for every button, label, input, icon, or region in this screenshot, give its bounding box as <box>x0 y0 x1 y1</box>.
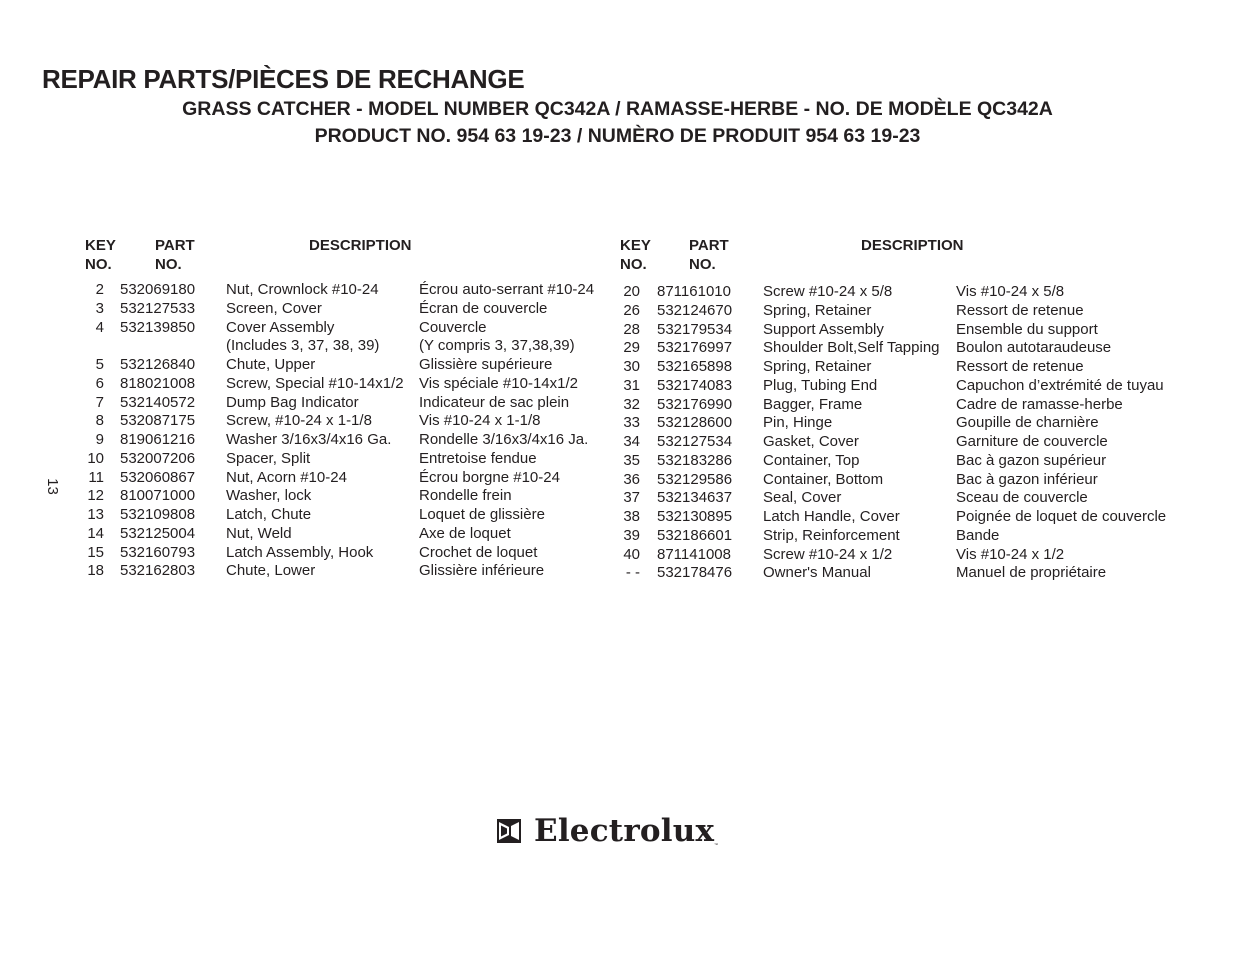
description-english: Gasket, Cover <box>763 433 859 450</box>
description-english: Nut, Acorn #10-24 <box>226 468 347 486</box>
key-number: 8 <box>95 412 104 430</box>
key-number: 5 <box>95 356 104 373</box>
description-french: Ressort de retenue <box>956 358 1084 375</box>
table-row <box>0 524 1235 546</box>
description-french: Couvercle <box>419 318 487 336</box>
part-number: 532069180 <box>120 281 196 298</box>
description-french: Rondelle frein <box>419 487 512 505</box>
part-number: 871141008 <box>657 545 731 563</box>
trademark-mark: ™ <box>714 842 718 847</box>
part-number: 532176997 <box>657 339 733 357</box>
table-row <box>0 283 1235 302</box>
description-french: Capuchon d’extrémité de tuyau <box>956 376 1164 394</box>
electrolux-logo-text: Electrolux <box>534 813 715 849</box>
part-number: 532139850 <box>120 318 196 336</box>
part-number: 532126840 <box>120 356 196 373</box>
description-english: Dump Bag Indicator <box>226 393 359 411</box>
right-parts-table <box>0 283 1235 583</box>
part-number: 532124670 <box>657 301 733 319</box>
part-number: 532060867 <box>120 468 196 486</box>
key-number: 34 <box>623 433 640 450</box>
description-english: Screw, #10-24 x 1-1/8 <box>226 412 372 430</box>
table-row <box>0 393 1235 415</box>
part-number: 818021008 <box>120 374 196 392</box>
description-english: Spacer, Split <box>226 449 311 467</box>
key-number: 29 <box>623 339 640 357</box>
part-number: 532128600 <box>657 414 733 432</box>
table-row <box>0 449 1235 471</box>
description-english: Nut, Weld <box>226 524 292 542</box>
part-number: 532165898 <box>657 358 733 375</box>
part-number: 532179534 <box>657 320 733 338</box>
description-french: Glissière supérieure <box>419 356 553 373</box>
description-french: Vis #10-24 x 1/2 <box>956 545 1065 563</box>
description-french: Poignée de loquet de couvercle <box>956 508 1167 525</box>
description-french: (Y compris 3, 37,38,39) <box>419 337 575 355</box>
description-english: Screw, Special #10-14x1/2 <box>226 374 404 392</box>
description-english: Shoulder Bolt,Self Tapping <box>763 339 940 357</box>
table-row <box>0 299 1235 321</box>
left-part-header: PART NO. <box>155 237 195 273</box>
description-french: Ensemble du support <box>956 320 1098 338</box>
description-french: Entretoise fendue <box>419 449 537 467</box>
table-row <box>0 339 1235 358</box>
description-french: Bac à gazon supérieur <box>956 451 1107 469</box>
table-row <box>0 374 1235 396</box>
description-english: Latch Assembly, Hook <box>226 543 374 561</box>
key-number: 26 <box>623 301 640 319</box>
page-title: REPAIR PARTS/PIÈCES DE RECHANGE <box>42 64 525 94</box>
description-english: Owner's Manual <box>763 564 871 582</box>
description-french: Loquet de glissière <box>419 506 545 523</box>
left-description-header: DESCRIPTION <box>309 237 412 254</box>
description-english: Container, Top <box>763 451 860 469</box>
description-english: Spring, Retainer <box>763 358 872 375</box>
part-number: 532174083 <box>657 376 733 394</box>
description-french: Ressort de retenue <box>956 301 1084 319</box>
key-number: 30 <box>623 358 640 375</box>
table-row <box>0 414 1235 433</box>
part-number: 532160793 <box>120 543 196 561</box>
key-number: - - <box>625 564 640 582</box>
key-number: 14 <box>87 524 104 542</box>
part-number: 532125004 <box>120 524 196 542</box>
description-english: (Includes 3, 37, 38, 39) <box>226 337 380 355</box>
key-number: 11 <box>88 468 104 486</box>
description-french: Garniture de couvercle <box>956 433 1108 450</box>
description-english: Screw #10-24 x 1/2 <box>763 545 893 563</box>
description-english: Plug, Tubing End <box>763 376 878 394</box>
part-number: 532183286 <box>657 451 733 469</box>
key-number: 31 <box>623 376 640 394</box>
description-french: Vis #10-24 x 5/8 <box>956 283 1065 300</box>
part-number: 819061216 <box>120 431 196 448</box>
left-key-header: KEY NO. <box>85 237 116 273</box>
description-french: Goupille de charnière <box>956 414 1099 432</box>
key-number: 36 <box>623 470 640 488</box>
part-number: 810071000 <box>120 487 196 505</box>
key-number: 28 <box>623 320 640 338</box>
description-french: Rondelle 3/16x3/4x16 Ja. <box>419 431 589 448</box>
part-number: 532134637 <box>657 489 733 507</box>
table-row <box>0 318 1235 340</box>
description-english: Cover Assembly <box>226 318 335 336</box>
description-french: Indicateur de sac plein <box>419 393 570 411</box>
description-french: Crochet de loquet <box>419 543 538 561</box>
description-french: Boulon autotaraudeuse <box>956 339 1112 357</box>
part-number: 532127534 <box>657 433 733 450</box>
part-number: 532178476 <box>657 564 733 582</box>
key-number: 4 <box>95 318 104 336</box>
part-number: 532176990 <box>657 395 733 413</box>
description-english: Seal, Cover <box>763 489 842 507</box>
table-row <box>0 508 1235 527</box>
description-english: Latch, Chute <box>226 506 312 523</box>
key-number: 40 <box>623 545 640 563</box>
key-number: 3 <box>95 299 104 317</box>
description-english: Chute, Upper <box>226 356 316 373</box>
part-number: 532007206 <box>120 449 196 467</box>
description-french: Écrou borgne #10-24 <box>419 468 560 486</box>
part-number: 532087175 <box>120 412 196 430</box>
description-english: Chute, Lower <box>226 562 316 580</box>
key-number: 37 <box>623 489 640 507</box>
description-french: Sceau de couvercle <box>956 489 1088 507</box>
key-number: 10 <box>87 449 104 467</box>
description-english: Screen, Cover <box>226 299 322 317</box>
key-number: 9 <box>95 431 104 448</box>
description-french: Axe de loquet <box>419 524 511 542</box>
description-french: Écrou auto-serrant #10-24 <box>419 281 595 298</box>
description-english: Container, Bottom <box>763 470 884 488</box>
key-number: 35 <box>623 451 640 469</box>
part-number: 532162803 <box>120 562 196 580</box>
part-number: 532130895 <box>657 508 733 525</box>
page-number: 13 <box>43 478 61 495</box>
description-french: Manuel de propriétaire <box>956 564 1107 582</box>
description-english: Spring, Retainer <box>763 301 872 319</box>
key-number: 2 <box>95 281 104 298</box>
electrolux-logo <box>496 813 714 849</box>
description-english: Strip, Reinforcement <box>763 526 900 544</box>
part-number: 532127533 <box>120 299 196 317</box>
table-row <box>0 489 1235 508</box>
table-row <box>0 433 1235 452</box>
electrolux-logo-icon <box>496 818 522 844</box>
description-english: Latch Handle, Cover <box>763 508 900 525</box>
key-number: 12 <box>87 487 104 505</box>
description-english: Pin, Hinge <box>763 414 833 432</box>
description-french: Écran de couvercle <box>419 299 548 317</box>
model-subtitle: GRASS CATCHER - MODEL NUMBER QC342A / RAMASSE-HERBE - NO. DE MODÈLE QC342A <box>182 98 1053 120</box>
description-english: Support Assembly <box>763 320 884 338</box>
key-number: 39 <box>623 526 640 544</box>
right-description-header: DESCRIPTION <box>861 237 964 254</box>
description-french: Vis spéciale #10-14x1/2 <box>419 374 578 392</box>
part-number: 532140572 <box>120 393 196 411</box>
description-english: Washer, lock <box>226 487 312 505</box>
part-number: 871161010 <box>657 283 731 300</box>
key-number: 20 <box>623 283 640 300</box>
description-french: Bac à gazon inférieur <box>956 470 1098 488</box>
description-french: Bande <box>956 526 1000 544</box>
key-number: 32 <box>623 395 640 413</box>
key-number: 6 <box>95 374 104 392</box>
part-number: 532186601 <box>657 526 733 544</box>
key-number: 7 <box>95 393 104 411</box>
description-french: Cadre de ramasse-herbe <box>956 395 1123 413</box>
description-english: Washer 3/16x3/4x16 Ga. <box>226 431 392 448</box>
right-part-header: PART NO. <box>689 237 729 273</box>
table-row <box>0 543 1235 565</box>
table-row <box>0 468 1235 490</box>
description-french: Vis #10-24 x 1-1/8 <box>419 412 541 430</box>
key-number: 18 <box>87 562 104 580</box>
table-row <box>0 358 1235 377</box>
table-row <box>0 564 1235 583</box>
key-number: 13 <box>87 506 104 523</box>
description-english: Nut, Crownlock #10-24 <box>226 281 379 298</box>
part-number: 532109808 <box>120 506 196 523</box>
key-number: 15 <box>87 543 104 561</box>
right-key-header: KEY NO. <box>620 237 651 273</box>
product-subtitle: PRODUCT NO. 954 63 19-23 / NUMÈRO DE PRODUIT 954 63 19-23 <box>314 125 921 147</box>
description-english: Bagger, Frame <box>763 395 863 413</box>
description-english: Screw #10-24 x 5/8 <box>763 283 893 300</box>
key-number: 33 <box>623 414 640 432</box>
description-french: Glissière inférieure <box>419 562 545 580</box>
part-number: 532129586 <box>657 470 733 488</box>
key-number: 38 <box>623 508 640 525</box>
